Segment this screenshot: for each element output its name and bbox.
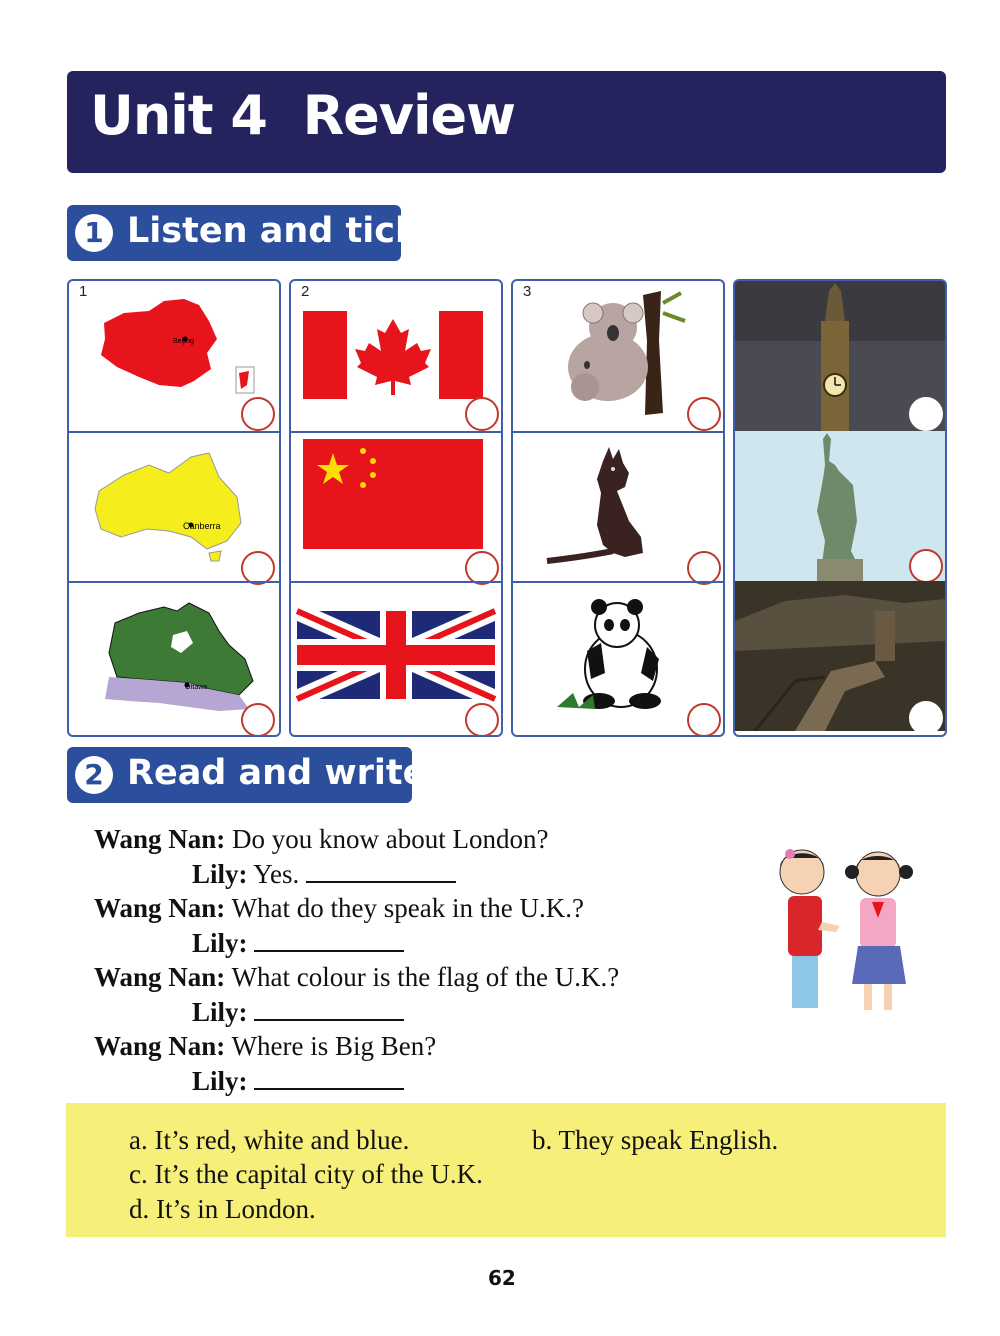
tick-circle[interactable] [465, 397, 499, 431]
answer-blank[interactable] [306, 861, 456, 883]
tick-circle[interactable] [465, 703, 499, 737]
dialog-line-1: Wang Nan: Do you know about London? [94, 824, 549, 854]
answer-blank[interactable] [254, 999, 404, 1021]
answer-blank[interactable] [254, 1068, 404, 1090]
group-2-number: 2 [301, 283, 310, 300]
dialog-line-7: Wang Nan: Where is Big Ben? [94, 1031, 437, 1061]
dialog-line-8: Lily: [192, 1066, 404, 1097]
dialog-line-5: Wang Nan: What colour is the flag of the U.K.? [94, 962, 620, 992]
option-c: c. It’s the capital city of the U.K. [129, 1159, 483, 1189]
group-2 [289, 279, 503, 737]
option-a: a. It’s red, white and blue. [129, 1125, 410, 1155]
option-great-wall [735, 581, 945, 731]
tick-circle[interactable] [687, 551, 721, 585]
section-2-label: Read and write [127, 753, 427, 793]
option-panda [513, 581, 723, 733]
tick-circle[interactable] [909, 701, 943, 735]
girls-illustration [760, 846, 930, 1016]
option-big-ben [735, 281, 945, 431]
option-b: b. They speak English. [532, 1125, 779, 1155]
svg-text:Ottawa: Ottawa [185, 684, 208, 691]
option-canada-map [69, 581, 279, 733]
dialog-line-2: Lily: Yes. [192, 859, 456, 890]
tick-circle[interactable] [909, 549, 943, 583]
group-1-number: 1 [79, 283, 88, 300]
section-2-number: 2 [75, 756, 113, 794]
group-3-number: 3 [523, 283, 532, 300]
tick-circle[interactable] [909, 397, 943, 431]
option-uk-flag [291, 581, 501, 733]
dialog-line-4: Lily: [192, 928, 404, 959]
svg-text:Canberra: Canberra [183, 521, 221, 531]
option-china-map [69, 281, 279, 431]
option-statue-of-liberty [735, 431, 945, 581]
tick-circle[interactable] [687, 397, 721, 431]
dialog-line-3: Wang Nan: What do they speak in the U.K.? [94, 893, 584, 923]
answer-options-box [66, 1103, 946, 1237]
section-1-header [67, 205, 419, 261]
page-number: 62 [488, 1266, 516, 1290]
answer-blank[interactable] [254, 930, 404, 952]
option-australia-map [69, 431, 279, 583]
tick-circle[interactable] [241, 397, 275, 431]
section-1-label: Listen and tick [127, 211, 419, 251]
dialog-line-6: Lily: [192, 997, 404, 1028]
option-koala [513, 281, 723, 431]
tick-circle[interactable] [465, 551, 499, 585]
option-d: d. It’s in London. [129, 1194, 316, 1224]
tick-circle[interactable] [241, 703, 275, 737]
section-2-header [67, 747, 427, 803]
option-kangaroo [513, 431, 723, 583]
option-canada-flag [291, 281, 501, 431]
section-1-number: 1 [75, 214, 113, 252]
group-1 [67, 279, 281, 737]
tick-circle[interactable] [241, 551, 275, 585]
group-3 [511, 279, 725, 737]
svg-text:Beijing: Beijing [173, 338, 195, 345]
tick-circle[interactable] [687, 703, 721, 737]
option-china-flag [291, 431, 501, 583]
group-4 [733, 279, 947, 737]
page-title: Unit 4 Review [90, 84, 516, 147]
